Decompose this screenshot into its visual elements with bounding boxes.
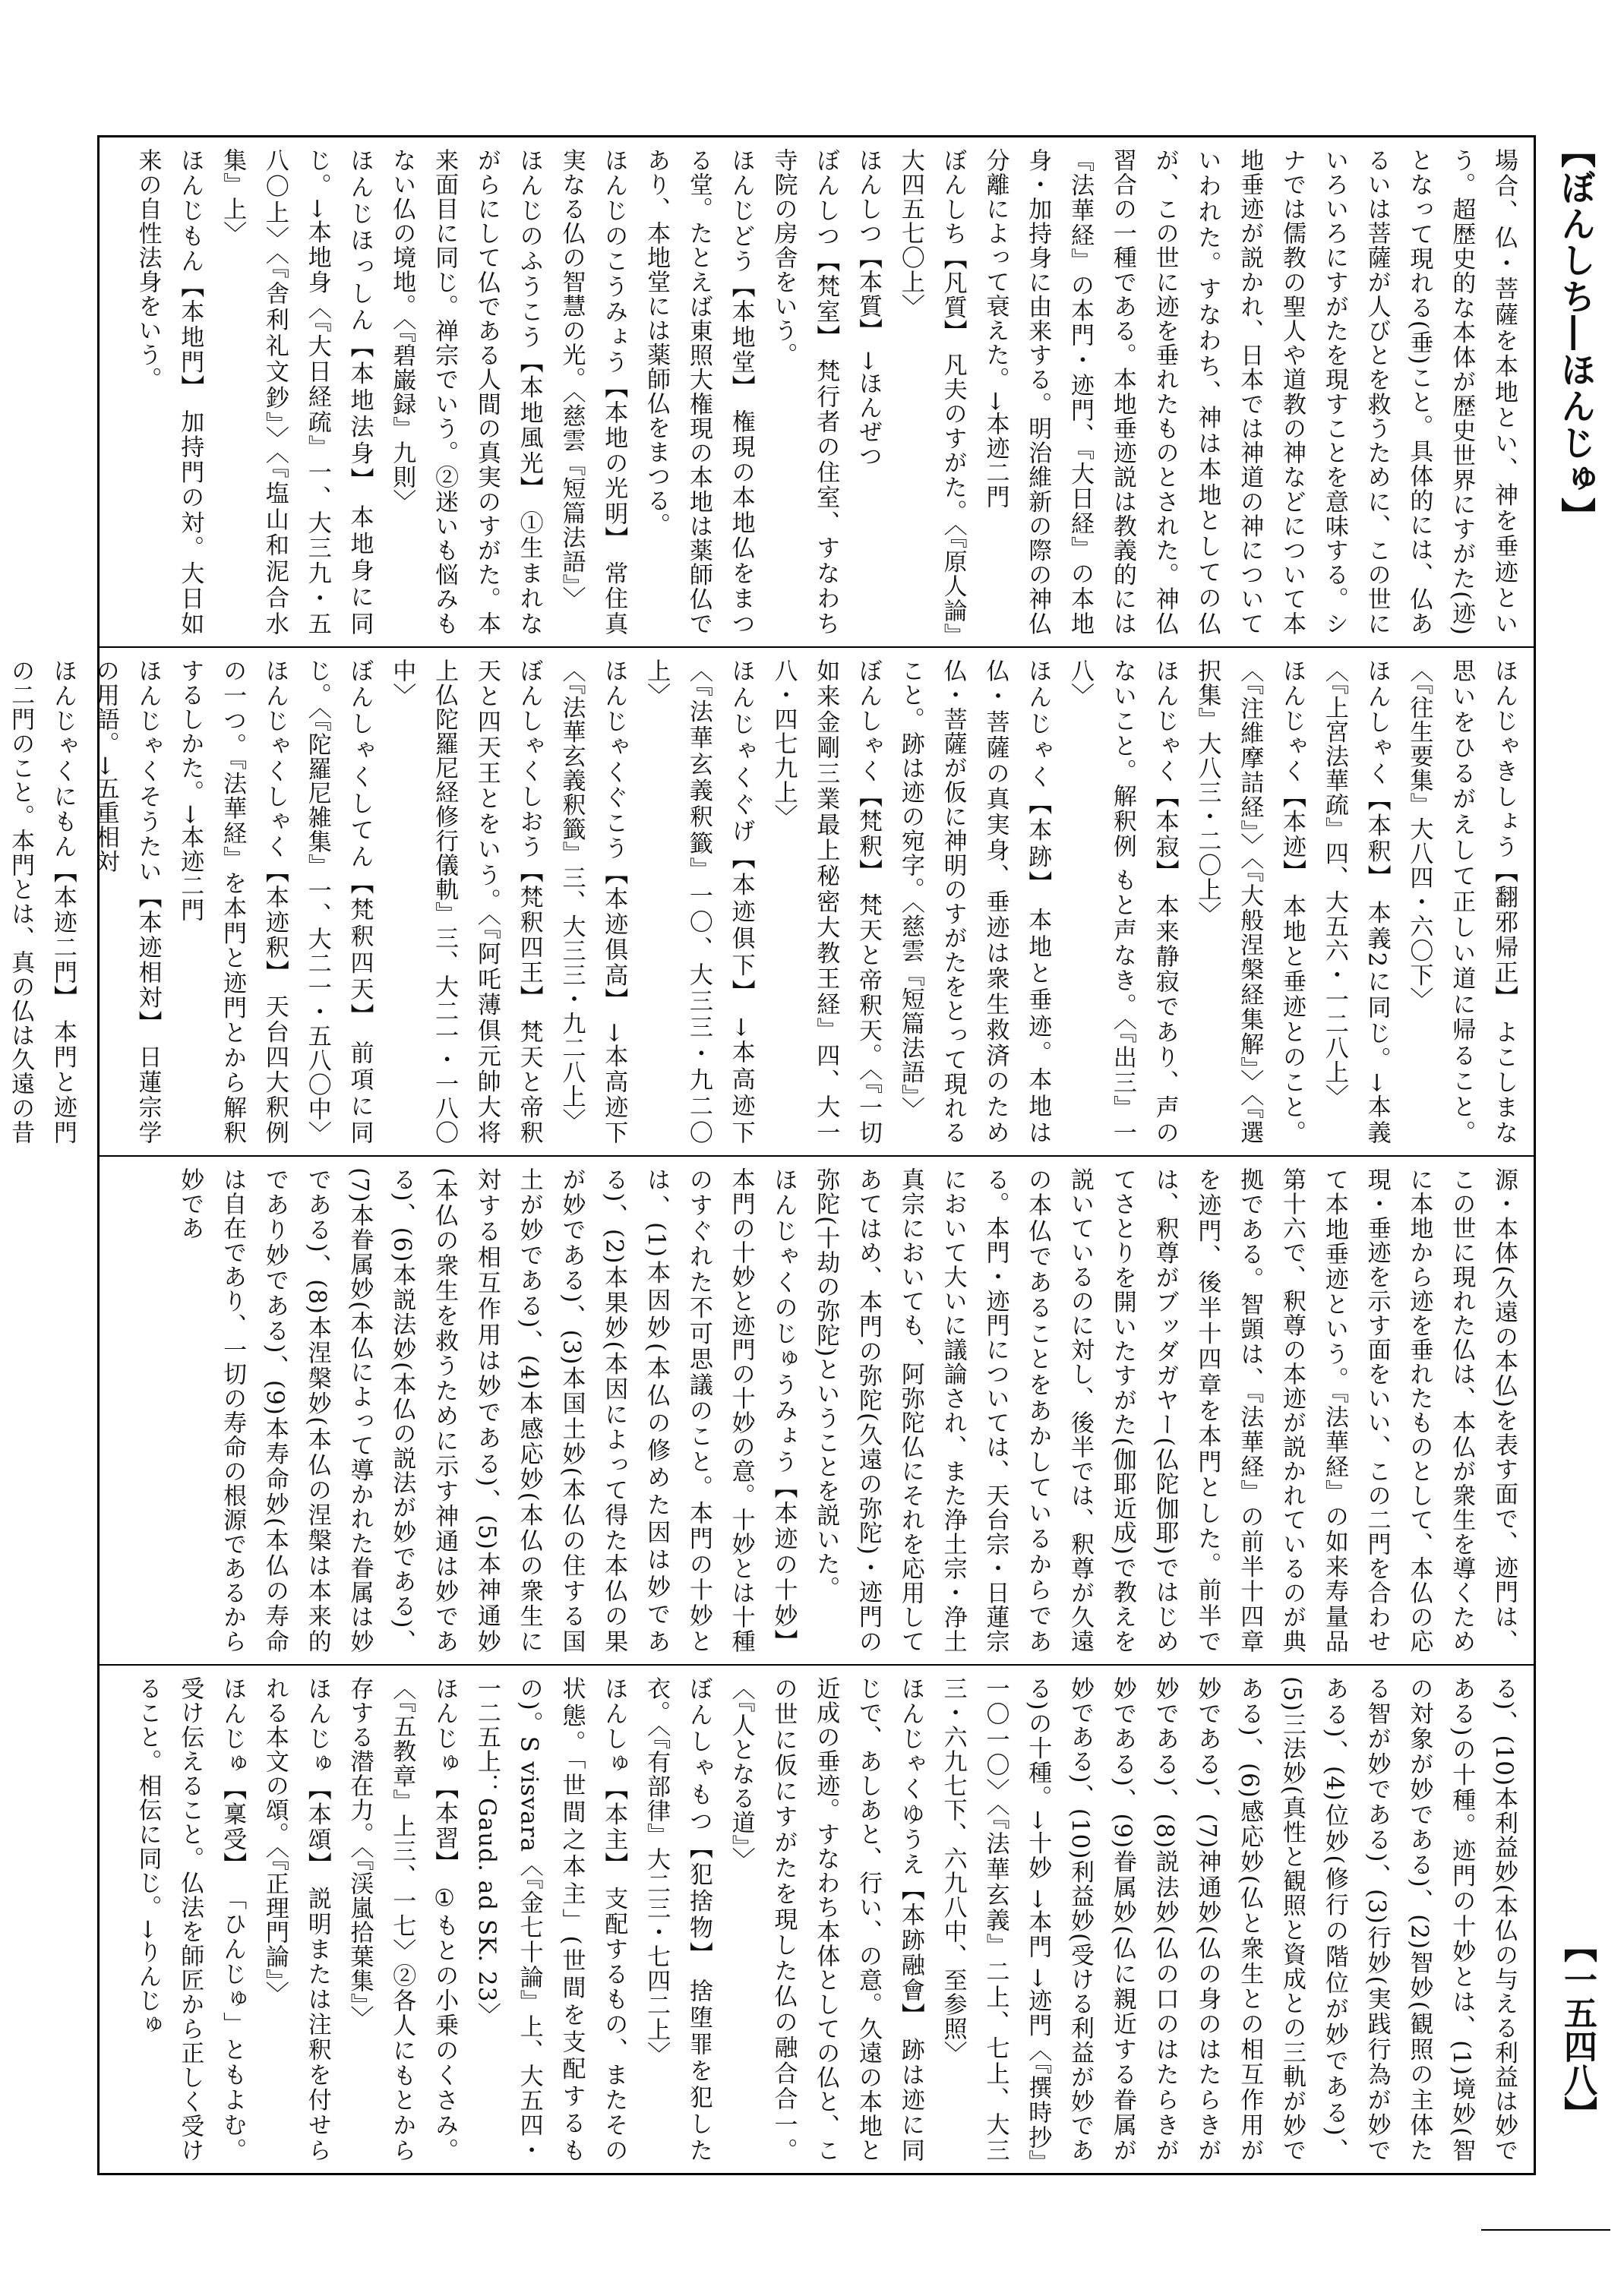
- entry: ほんじゃく【本迹】 本地と垂迹とのこと。〈『注維摩詰経』〉〈『大般涅槃経集解』〉〈『選択集』大八三・二〇上〉: [1193, 658, 1306, 1145]
- entry: ほんしゅ【本主】 支配するもの、またその状態。「世間之本主」(世間を支配するもの)。S visvara〈『金七十論』上、大五四・一二五上：Gaud. ad SK. 23〉: [472, 1676, 628, 2162]
- entry: ぼんしゃくしおう【梵釈四王】 梵天と帝釈天と四天王とをいう。〈『阿吒薄俱元帥大将上仏陀羅尼経修行儀軌』三、大二一・一八〇中〉: [388, 658, 543, 1145]
- entry: ほんじゃくしゃく【本迹釈】 天台四大釈例の一つ。『法華経』を本門と迹門とから解釈するしかた。→本迹二門: [176, 658, 289, 1145]
- entry: ほんじもん【本地門】 加持門の対。大日如来の自性法身をいう。: [134, 148, 204, 636]
- band-4-text: [109, 1676, 1524, 2162]
- entry: ほんじゃくゆうえ【本跡融會】 跡は迹に同じで、あしあと、行い、の意。久遠の本地と近成の垂迹。すなわち本体としての仏と、この世に仮にすがたを現した仏の融合合一。〈『人となる道』〉: [727, 1676, 924, 2162]
- band-2-text: [7, 658, 1524, 1145]
- entry: ほんじゃきしょう【翻邪帰正】 よこしまな思いをひるがえして正しい道に帰ること。〈『往生要集』大八四・六〇下〉: [1405, 658, 1518, 1145]
- entry: ぼんしゃく【梵釈】 梵天と帝釈天。〈『一切如来金剛三業最上秘密大教王経』四、大一八・四七九上〉: [769, 658, 883, 1145]
- band-3: [100, 1155, 1534, 1664]
- entry: ほんじのこうみょう【本地の光明】 常住真実なる仏の智慧の光。〈慈雲『短篇法語』〉: [558, 148, 628, 636]
- entry: ほんじゃくぐげ【本迹俱下】 →本高迹下〈『法華玄義釈籤』一〇、大三三・九二〇上〉: [643, 658, 755, 1145]
- band-2: [7, 646, 1534, 1155]
- entry: ほんじゅ【本習】 ①もとの小乗のくさみ。〈『五教章』上三、一七〉②各人にもとから存する潜在力。〈『渓嵐拾葉集』〉: [346, 1676, 459, 2162]
- page-number: 【一五四八】: [1558, 1929, 1597, 2130]
- band-1-text: [109, 148, 1524, 636]
- entry: ぼんしゃくしてん【梵釈四天】 前項に同じ。〈『陀羅尼雑集』一、大二一・五八〇中〉: [303, 658, 374, 1145]
- entry: ほんじゃく【本跡】 本地と垂迹。本地は仏・菩薩の真実身、垂迹は衆生救済のため仏・菩薩が仮に神明のすがたをとって現れること。跡は迹の宛字。〈慈雲『短篇法語』〉: [896, 658, 1052, 1145]
- entry: ほんじゅ【稟受】 「ひんじゅ」ともよむ。受け伝えること。仏法を師匠から正しく受けること。相伝に同じ。→りんじゅ: [134, 1676, 247, 2162]
- running-head: 【ぼんしち―ほんじゅ】: [1556, 133, 1597, 534]
- entry: ほんしゃく【本釈】 本義2に同じ。→本義〈『上宮法華疏』四、大五六・一二八上〉: [1320, 658, 1391, 1145]
- band-3-text: [109, 1167, 1524, 1653]
- band-1: [100, 137, 1534, 646]
- band-4: [100, 1664, 1534, 2173]
- entry: ほんじゃくそうたい【本迹相対】 日蓮宗学の用語。→五重相対: [91, 658, 162, 1145]
- entry: ほんじほっしん【本地法身】 本地身に同じ。→本地身〈『大日経疏』一、大三九・五八〇上〉〈『舎利礼文鈔』〉〈『塩山和泥合水集』上〉: [219, 148, 374, 636]
- entry: ぼんしゃもつ【犯捨物】 捨堕罪を犯した衣。〈『有部律』大二三・七四二上〉: [643, 1676, 712, 2162]
- entry: ぼんしち【凡質】 凡夫のすがた。〈『原人論』大四五七〇上〉: [896, 148, 967, 636]
- entry: ほんじゃくのじゅうみょう【本迹の十妙】 本門の十妙と迹門の十妙の意。十妙とは十種のすぐれた不可思議のこと。本門の十妙とは、(1)本因妙(本仏の修めた因は妙である)、(2)本果妙(本因によって得た本仏の果が妙である)、(3)本国土妙(本仏の住する国土が妙である)、(4)本感応妙(本仏の衆生に対する相互作用は妙である)、(5)本神通妙(本仏の衆生を救うために示す神通は妙である)、(6)本説法妙(本仏の説法が妙である)、(7)本眷属妙(本仏によって導かれた眷属は妙である)、(8)本涅槃妙(本仏の涅槃は本来的であり妙である)、(9)本寿命妙(本仏の寿命は自在であり、一切の寿命の根源であるから妙であ: [176, 1167, 798, 1653]
- entry: ほんしつ【本質】 →ほんぜつ: [855, 148, 883, 469]
- entry: ほんじどう【本地堂】 権現の本地仏をまつる堂。たとえば東照大権現の本地は薬師仏であり、本地堂には薬師仏をまつる。: [643, 148, 755, 636]
- footer-rule: [1481, 2229, 1610, 2231]
- entry: ほんじゃくにもん【本迹二門】 本門と迹門の二門のこと。本門とは、真の仏は久遠の昔: [7, 658, 77, 1145]
- entry: ほんじゅ【本頌】 説明または注釈を付せられる本文の頌。〈『正理門論』〉: [261, 1676, 331, 2162]
- entry: ほんじゃく【本寂】 本来静寂であり、声のないこと。解釈例 もと声なき。〈『出三』一八〉: [1066, 658, 1179, 1145]
- entry: ぼんしつ【梵室】 梵行者の住室、すなわち寺院の房舎をいう。: [769, 148, 840, 636]
- entry: る)、(10)本利益妙(本仏の与える利益は妙である)の十種。迹門の十妙とは、(1)境妙(智の対象が妙である)、(2)智妙(観照の主体たる智が妙である)、(3)行妙(実践行為が妙である)、(4)位妙(修行の階位が妙である)、(5)三法妙(真性と観照と資成との三軌が妙である)、(6)感応妙(仏と衆生との相互作用が妙である)、(7)神通妙(仏の身のはたらきが妙である)、(8)説法妙(仏の口のはたらきが妙である)、(9)眷属妙(仏に親近する眷属が妙である)、(10)利益妙(受ける利益が妙である)の十種。→十妙 →本門 →迹門〈『撰時抄』一〇一〇〉〈『法華玄義』二上、七上、大三三・六九七下、六九八中、至参照〉: [939, 1676, 1518, 2162]
- entry: 場合、仏・菩薩を本地とい、神を垂迹という。超歴史的な本体が歴史世界にすがた(迹)となって現れる(垂)こと。具体的には、仏あるいは菩薩が人びとを救うために、この世にいろいろにすがたを現すことを意味する。シナでは儒教の聖人や道教の神などについて本地垂迹が説かれ、日本では神道の神についていわれた。すなわち、神は本地としての仏が、この世に迹を垂れたものとされた。神仏習合の一種である。本地垂迹説は教義的には『法華経』の本門・迹門、『大日経』の本地身・加持身に由来する。明治維新の際の神仏分離によって衰えた。→本迹二門: [981, 148, 1518, 636]
- entry: ほんじのふうこう【本地風光】 ①生まれながらにして仏である人間の真実のすがた。本来面目に同じ。禅宗でいう。②迷いも悩みもない仏の境地。〈『碧巌録』九則〉: [388, 148, 543, 636]
- entry: ほんじゃくぐこう【本迹俱高】 →本高迹下〈『法華玄義釈籤』三、大三三・九二八上〉: [558, 658, 628, 1145]
- page-frame: [7, 135, 1536, 2175]
- entry: 源・本体(久遠の本仏)を表す面で、迹門は、この世に現れた仏は、本仏が衆生を導くために本地から迹を垂れたものとして、本仏の応現・垂迹を示す面をいい、この二門を合わせて本地垂迹という。『法華経』の如来寿量品第十六で、釈尊の本迹が説かれているのが典拠である。智顗は、『法華経』の前半十四章を迹門、後半十四章を本門とした。前半では、釈尊がブッダガヤー(仏陀伽耶)ではじめてさとりを開いたすがた(伽耶近成)で教えを説いているのに対し、後半では、釈尊が久遠の本仏であることをあかしているからである。本門・迹門については、天台宗・日蓮宗において大いに議論され、また浄土宗・浄土真宗においても、阿弥陀仏にそれを応用してあてはめ、本門の弥陀(久遠の弥陀)・迹門の弥陀(十劫の弥陀)ということを説いた。: [812, 1167, 1518, 1653]
